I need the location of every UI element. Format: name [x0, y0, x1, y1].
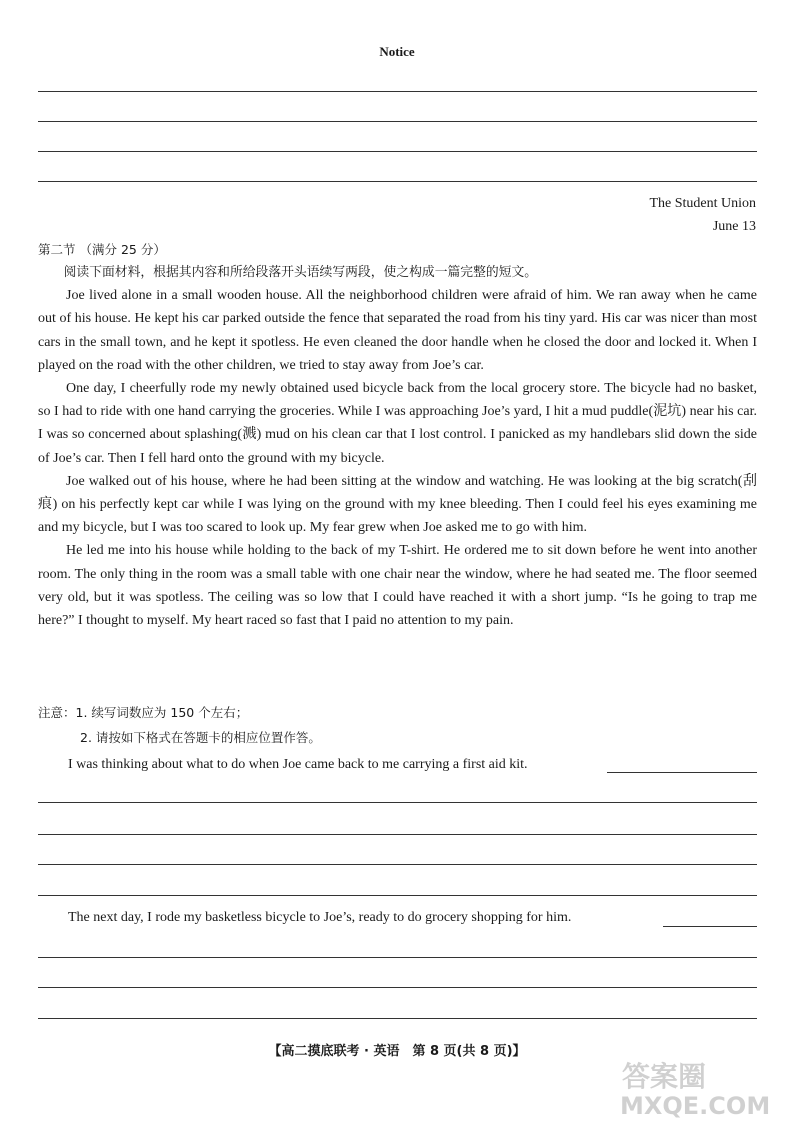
- page-footer: 【高二摸底联考 · 英语 第 8 页(共 8 页)】: [268, 1044, 526, 1059]
- notice-line-1: [38, 91, 757, 92]
- answer-line-5: [38, 957, 757, 958]
- story-paragraph-2: One day, I cheerfully rode my newly obtained used bicycle back from the local grocery store. The bicycle had no basket, so I had to ride with one hand carrying the groceries. While I was approaching Joe’s yard, I hit a mud puddle(泥坑) near his car. I was so concerned about splashing(溅) mud on his clean car that I lost control. I panicked as my handlebars slid down the side of Joe’s car. Then I fell hard onto the ground with my bicycle.: [38, 381, 757, 466]
- answer-line-2: [38, 834, 757, 835]
- notice-line-3: [38, 151, 757, 152]
- instruction-text: 阅读下面材料，根据其内容和所给段落开头语续写两段，使之构成一篇完整的短文。: [63, 265, 538, 280]
- answer-line-4: [38, 895, 757, 896]
- answer-line-6: [38, 987, 757, 988]
- story-paragraph-4: He led me into his house while holding to the back of my T-shirt. He ordered me to sit down before he went into another room. The only thing in the room was a small table with one chair near the window, where he had seated me. The floor seemed very old, but it was spotless. The ceiling was so low that I could have reached it with a short jump. “Is he going to trap me here?” I thought to myself. My heart raced so fast that I paid no attention to my pain.: [38, 543, 757, 629]
- continuation-prompt-2: The next day, I rode my basketless bicycle to Joe’s, ready to do grocery shopping for him.: [68, 910, 572, 925]
- watermark-logo: [616, 1058, 792, 1118]
- continuation-prompt-1: I was thinking about what to do when Joe came back to me carrying a first aid kit.: [68, 757, 528, 772]
- notice-line-4: [38, 181, 757, 182]
- note-1: 注意：1. 续写词数应为 150 个左右；: [38, 705, 249, 720]
- answer-line-7: [38, 1018, 757, 1019]
- note-2: 2. 请按如下格式在答题卡的相应位置作答。: [80, 730, 321, 745]
- notice-line-2: [38, 121, 757, 122]
- section-heading: 第二节 （满分 25 分）: [38, 242, 166, 257]
- watermark-line-2: MXQE.COM: [620, 1092, 771, 1118]
- prompt-2-blank: [663, 926, 757, 927]
- prompt-1-blank: [607, 772, 757, 773]
- watermark-line-1: 答案圈: [622, 1060, 707, 1093]
- story-body: [38, 261, 757, 632]
- notice-date: June 13: [712, 219, 756, 234]
- answer-line-1: [38, 802, 757, 803]
- notice-title: Notice: [379, 44, 415, 59]
- answer-line-3: [38, 864, 757, 865]
- notice-signature: The Student Union: [649, 196, 756, 211]
- story-paragraph-1: Joe lived alone in a small wooden house. All the neighborhood children were afraid of him. We ran away when he came out of his house. He kept his car parked outside the fence that separated the road from his tiny yard. His car was nicer than most cars in the small town, and he kept it spotless. He even cleaned the door handle when he closed the door and locked it. When I played on the road with the other children, we tried to stay away from Joe’s car.: [38, 288, 757, 373]
- story-paragraph-3: Joe walked out of his house, where he had been sitting at the window and watching. He was looking at the big scratch(刮痕) on his perfectly kept car while I was lying on the ground with my knee bleeding. Then I could feel his eyes examining me and my bicycle, but I was too scared to look up. My fear grew when Joe asked me to go with him.: [38, 473, 757, 536]
